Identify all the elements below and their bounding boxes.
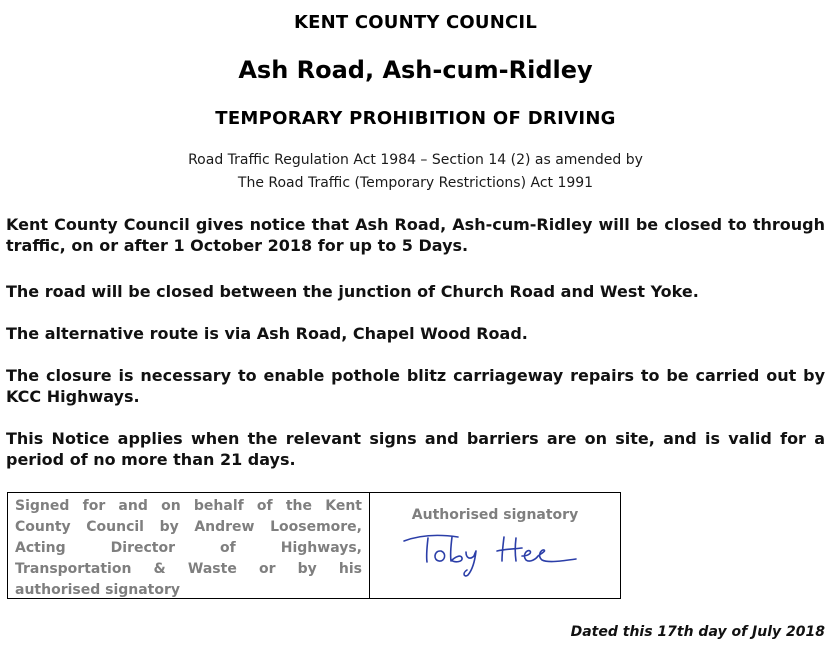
council-name: KENT COUNTY COUNCIL bbox=[294, 12, 537, 33]
notice-paragraph-validity: This Notice applies when the relevant signs and barriers are on site, and is valid for a period of no more than 21 days. bbox=[6, 429, 825, 469]
act-reference-line-2: The Road Traffic (Temporary Restrictions) Act 1991 bbox=[237, 175, 594, 191]
order-title: TEMPORARY PROHIBITION OF DRIVING bbox=[215, 108, 616, 129]
authorised-signatory-label: Authorised signatory bbox=[411, 507, 579, 523]
act-reference-line-1: Road Traffic Regulation Act 1984 – Section 14 (2) as amended by bbox=[188, 152, 643, 168]
dated-line: Dated this 17th day of July 2018 bbox=[570, 624, 825, 640]
notice-paragraph-reason: The closure is necessary to enable pothole blitz carriageway repairs to be carried out by KCC Highways. bbox=[6, 366, 825, 406]
notice-paragraph-extent: The road will be closed between the junction of Church Road and West Yoke. bbox=[6, 282, 699, 301]
road-title: Ash Road, Ash-cum-Ridley bbox=[238, 56, 593, 84]
signature-table bbox=[7, 492, 621, 599]
signed-on-behalf-text: Signed for and on behalf of the Kent County Council by Andrew Loosemore, Acting Director of Highways, Transportation & Waste or by his authorised signatory bbox=[8, 493, 370, 598]
handwritten-signature bbox=[400, 529, 590, 581]
notice-paragraph-closure: Kent County Council gives notice that Ash Road, Ash-cum-Ridley will be closed to through traffic, on or after 1 October 2018 for up to 5 Days. bbox=[6, 215, 825, 255]
signature-cell bbox=[370, 493, 620, 598]
notice-paragraph-diversion: The alternative route is via Ash Road, Chapel Wood Road. bbox=[6, 324, 528, 343]
